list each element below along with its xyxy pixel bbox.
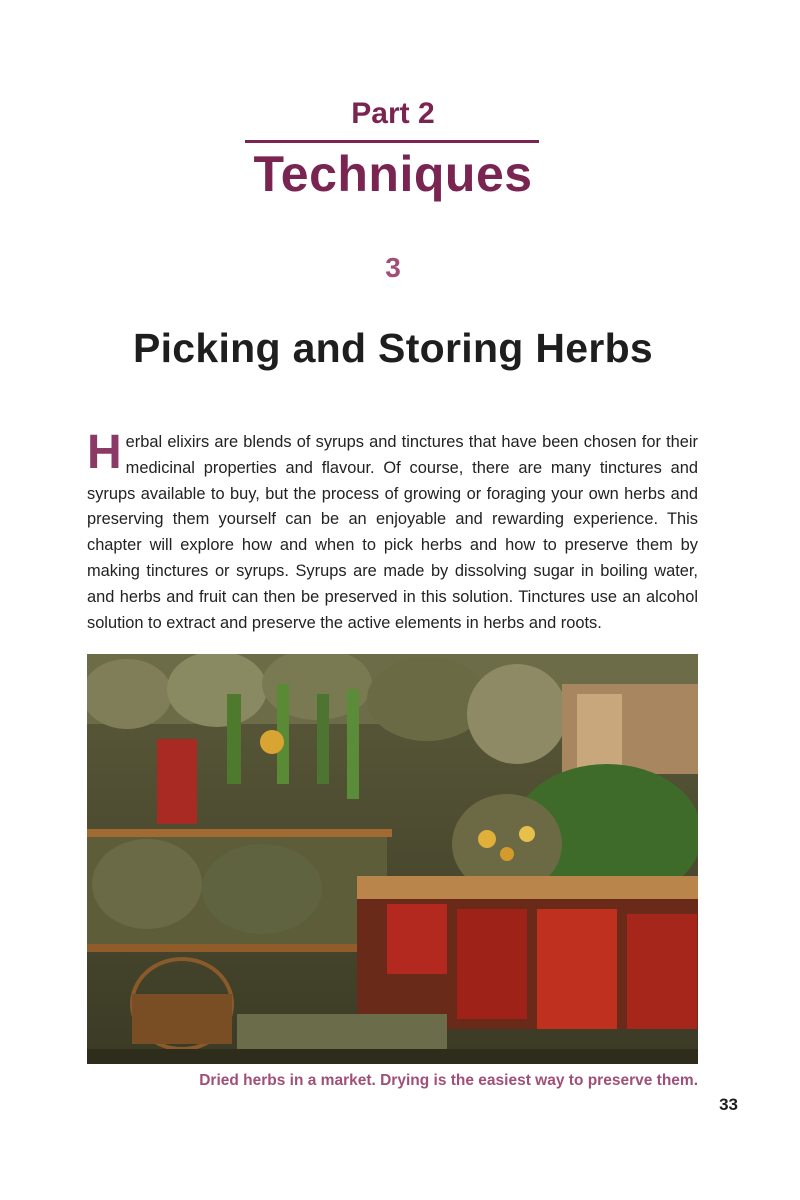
page-number: 33 [719,1095,738,1114]
part-title: Techniques [253,146,533,202]
paragraph-text: erbal elixirs are blends of syrups and tinctures that have been chosen for their medicinal properties and flavour. Of course, there are many tinctures and syrups available to buy, but the process of growing or foraging your own herbs and preserving them yourself can be an enjoyable and rewarding experience. This chapter will explore how and when to pick herbs and how to preserve them by making tinctures or syrups. Syrups are made by dissolving sugar in boiling water, and herbs and fruit can then be preserved in this solution. Tinctures use an alcohol solution to extract and preserve the active elements in herbs and roots. [87,433,698,632]
herb-market-photo [87,654,698,1064]
photo-caption: Dried herbs in a market. Drying is the easiest way to preserve them. [199,1072,698,1089]
body-paragraph [87,426,698,636]
part-label: Part 2 [351,97,435,130]
chapter-number: 3 [385,252,401,283]
part-divider [245,140,539,143]
drop-cap: H [87,426,122,479]
chapter-title: Picking and Storing Herbs [132,325,654,371]
